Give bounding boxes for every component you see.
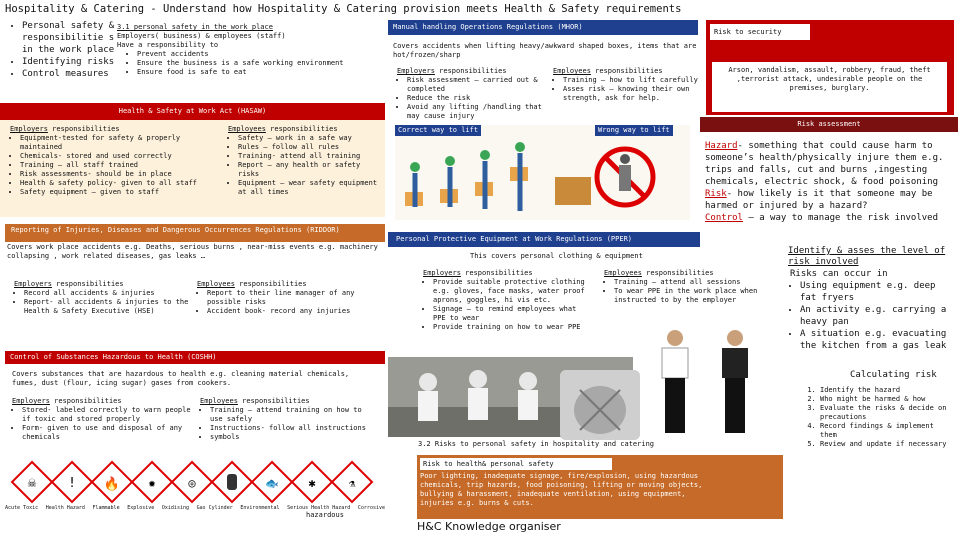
hazard-symbol-serious-health	[292, 462, 332, 502]
hazard-symbol-explosive	[132, 462, 172, 502]
ppe-employer-head: Employers	[423, 269, 461, 277]
hasaw-employers	[10, 125, 210, 197]
personal-safety-section	[117, 23, 382, 77]
calculating-step: 5. Review and update if necessary	[820, 440, 950, 449]
ppe-employers	[423, 269, 593, 332]
risks-occur-heading: Risks can occur in	[790, 269, 888, 279]
svg-text:☠: ☠	[27, 475, 37, 491]
riddor-employer-rest: responsibilities	[51, 280, 124, 288]
mhor-desc: Covers accidents when lifting heavy/awkward shaped boxes, items that are hot/frozen/sharp	[393, 42, 697, 59]
hasaw-bar: Health & Safety at Work Act (HASAW)	[0, 103, 385, 120]
hasaw-employer-rest: responsibilities	[47, 125, 120, 133]
hasaw-employer-item: • Safety equipment – given to staff	[20, 188, 210, 197]
symbol-label: Environmental	[240, 505, 280, 511]
svg-text:!: !	[68, 476, 76, 491]
risks-health-text: Poor lighting, inadequate signage, fire/explosion, using hazardous chemicals, trip hazards, food poisoning, lifting or moving objects, bullying & harassment, inadequate ventilation, using equipment, injuries e.g. burns & cuts.	[420, 472, 703, 507]
ppe-employer-item: • Provide training on how to wear PPE	[433, 323, 593, 332]
symbol-label: Corrosive	[357, 505, 385, 511]
hasaw-employee-item: • Safety – work in a safe way	[238, 134, 378, 143]
risk-definition	[705, 188, 955, 212]
calculating-step: 3. Evaluate the risks & decide on precautions	[820, 404, 950, 422]
riddor-employers	[14, 280, 194, 316]
ppe-employee-item: • To wear PPE in the work place when instructed to by the employer	[614, 287, 774, 305]
svg-text:🐟: 🐟	[265, 477, 279, 490]
personal-safety-heading: 3.1 personal safety in the work place	[117, 23, 273, 31]
risks-occur-item: • Using equipment e.g. deep fat fryers	[800, 280, 955, 304]
coshh-employee-item: • symbols	[210, 433, 375, 442]
security-text: Arson, vandalism, assault, robbery, fraud, theft ,terrorist attack, undesirable people on the premises, burglary.	[712, 62, 947, 112]
hasaw-employee-head: Employees	[228, 125, 266, 133]
risk-text: - how likely is it that someone may be harmed or injured by a hazard?	[705, 189, 933, 211]
calculating-heading: Calculating risk	[850, 370, 937, 380]
risk-assessment-bar: Risk assessment	[700, 117, 958, 132]
riddor-employee-item: • Report to their line manager of any possible risks	[207, 289, 367, 307]
hasaw-employee-item: • Rules – follow all rules	[238, 143, 378, 152]
hasaw-employer-head: Employers	[10, 125, 48, 133]
hasaw-employee-rest: responsibilities	[265, 125, 338, 133]
waiters-photo	[640, 320, 770, 440]
ppe-employee-rest: responsibilities	[641, 269, 714, 277]
personal-safety-bullet: • Prevent accidents	[137, 50, 382, 59]
risks-heading: 3.2 Risks to personal safety in hospitality and catering	[418, 440, 655, 448]
personal-safety-line: Employers( business) & employees (staff)	[117, 32, 286, 40]
hazard-word: Hazard	[705, 141, 738, 151]
riddor-employee-head: Employees	[197, 280, 235, 288]
ppe-bar: Personal Protective Equipment at Work Regulations (PPER)	[388, 232, 700, 247]
riddor-employee-item: • Accident book- record any injuries	[207, 307, 367, 316]
wrong-lift-label: Wrong way to lift	[595, 125, 673, 136]
page-title: Hospitality & Catering - Understand how Hospitality & Catering provision meets Health & Safety requirements	[5, 3, 682, 15]
symbol-label: Explosive	[127, 505, 155, 511]
riddor-employees	[197, 280, 367, 316]
ppe-employees	[604, 269, 774, 305]
mhor-employee-item: • Asses risk – knowing their own strength, ask for help.	[563, 85, 698, 103]
ppe-employee-head: Employees	[604, 269, 642, 277]
mhor-employer-rest: responsibilities	[434, 67, 507, 75]
hasaw-employee-item: • Report – any health or safety risks	[238, 161, 378, 179]
mhor-employee-head: Employees	[553, 67, 591, 75]
coshh-employee-item: • Training – attend training on how to use safely	[210, 406, 375, 424]
personal-safety-bullet: • Ensure food is safe to eat	[137, 68, 382, 77]
symbol-label: Oxidising	[161, 505, 189, 511]
riddor-employee-rest: responsibilities	[234, 280, 307, 288]
hasaw-employee-item: • Training- attend all training	[238, 152, 378, 161]
calculating-step: 1. Identify the hazard	[820, 386, 950, 395]
coshh-employer-item: • Stored- labeled correctly to warn people if toxic and stored properly	[22, 406, 192, 424]
symbol-label: Acute Toxic	[5, 505, 39, 511]
ppe-employer-item: • Signage – to remind employees what PPE to wear	[433, 305, 593, 323]
control-word: Control	[705, 213, 743, 223]
svg-text:✱: ✱	[308, 476, 316, 490]
coshh-employers	[12, 397, 192, 442]
hazard-symbol-acute-toxic	[12, 462, 52, 502]
hazard-symbol-environment	[252, 462, 292, 502]
hazardous-caption: hazardous	[306, 511, 344, 519]
coshh-bar: Control of Substances Hazardous to Health (COSHH)	[5, 351, 385, 364]
ppe-employee-item: • Training – attend all sessions	[614, 278, 774, 287]
hazard-text: - something that could cause harm to someone’s health/physically injure them e.g. trips and falls, cut and burns ,ingesting chemicals, electric shock, & food poisoning	[705, 141, 944, 187]
hasaw-employees	[228, 125, 378, 197]
correct-lift-label: Correct way to lift	[395, 125, 481, 136]
hasaw-employee-item: • Equipment – wear safety equipment at all times	[238, 179, 378, 197]
chainmail-glove-photo	[560, 370, 640, 440]
control-definition	[705, 212, 955, 224]
svg-text:◎: ◎	[188, 476, 196, 490]
riddor-employer-head: Employers	[14, 280, 52, 288]
coshh-employee-item: • Instructions- follow all instructions	[210, 424, 375, 433]
control-text: – a way to manage the risk involved	[742, 213, 939, 223]
hazard-symbol-oxidising	[172, 462, 212, 502]
ppe-desc: This covers personal clothing & equipment	[470, 252, 643, 260]
hazard-definition	[705, 140, 955, 188]
riddor-employer-item: • Record all accidents & injuries	[24, 289, 194, 298]
risk-assessment-text	[705, 140, 955, 224]
coshh-employees	[200, 397, 375, 442]
mhor-employees	[553, 67, 698, 103]
hazard-symbol-flammable	[92, 462, 132, 502]
svg-text:🔥: 🔥	[103, 477, 121, 492]
risks-occur-item: • An activity e.g. carrying a heavy pan	[800, 304, 955, 328]
bullet-identifying-risks: • Identifying risks	[22, 56, 118, 68]
svg-text:⚗: ⚗	[348, 477, 356, 490]
risks-occur-item: • A situation e.g. evacuating the kitchen from a gas leak	[800, 328, 955, 352]
symbol-label: Gas Cylinder	[196, 505, 233, 511]
riddor-desc: Covers work place accidents e.g. Deaths, serious burns , near-miss events e.g. machinery collapsing , work related diseases, gas leaks …	[7, 243, 378, 260]
mhor-employer-item: • Risk assessment – carried out & completed	[407, 76, 542, 94]
coshh-employer-rest: responsibilities	[49, 397, 122, 405]
identify-assess-text: Identify & asses the level of risk involved	[788, 246, 946, 267]
personal-safety-bullet: • Ensure the business is a safe working environment	[137, 59, 382, 68]
calculating-step: 2. Who might be harmed & how	[820, 395, 950, 404]
lifting-illustration	[395, 125, 690, 220]
coshh-employer-head: Employers	[12, 397, 50, 405]
box-shape	[555, 177, 591, 205]
bullet-control-measures: • Control measures	[22, 68, 118, 80]
symbol-label: Health Hazard	[45, 505, 85, 511]
mhor-employer-item: • Avoid any lifting /handling that may cause injury	[407, 103, 542, 121]
risks-health-bar: Risk to health& personal safety	[420, 458, 612, 470]
hazard-symbol-gas	[212, 462, 252, 502]
hasaw-employer-item: • Risk assessments- should be in place	[20, 170, 210, 179]
risk-word: Risk	[705, 189, 727, 199]
hasaw-employer-item: • Chemicals- stored and used correctly	[20, 152, 210, 161]
glove-svg	[560, 370, 640, 440]
mhor-employer-item: • Reduce the risk	[407, 94, 542, 103]
hazard-symbol-corrosive	[332, 462, 372, 502]
calculating-steps	[802, 386, 950, 449]
left-bullets	[10, 20, 118, 80]
risks-occur	[790, 268, 955, 352]
ppe-employer-rest: responsibilities	[460, 269, 533, 277]
mhor-employee-item: • Training – how to lift carefully	[563, 76, 698, 85]
bullet-personal-safety: • Personal safety & responsibilitie s in the work place	[22, 20, 118, 56]
coshh-employee-rest: responsibilities	[237, 397, 310, 405]
footer-title: H&C Knowledge organiser	[417, 520, 561, 533]
security-bar: Risk to security	[710, 24, 810, 40]
mhor-employee-rest: responsibilities	[590, 67, 663, 75]
symbol-label: Serious Health Hazard	[287, 505, 351, 511]
hasaw-employer-item: • Health & safety policy- given to all staff	[20, 179, 210, 188]
coshh-employee-head: Employees	[200, 397, 238, 405]
personal-safety-line: Have a responsibility to	[117, 41, 219, 49]
hasaw-employer-item: • Equipment-tested for safety & properly maintained	[20, 134, 210, 152]
ppe-employer-item: • Provide suitable protective clothing e.g. gloves, face masks, water proof aprons, goggles, hi vis etc.	[433, 278, 593, 305]
hazard-symbol-health	[52, 462, 92, 502]
riddor-bar: Reporting of Injuries, Diseases and Dangerous Occurrences Regulations (RIDDOR)	[5, 224, 385, 242]
hasaw-employer-item: • Training – all staff trained	[20, 161, 210, 170]
lifting-figures	[395, 137, 690, 220]
waiters-svg	[640, 320, 770, 440]
mhor-employers	[397, 67, 542, 121]
svg-text:✹: ✹	[148, 476, 156, 490]
mhor-employer-head: Employers	[397, 67, 435, 75]
symbol-label: Flammable	[92, 505, 120, 511]
riddor-employer-item: • Report- all accidents & injuries to the Health & Safety Executive (HSE)	[24, 298, 194, 316]
calculating-step: 4. Record findings & implement them	[820, 422, 950, 440]
coshh-employer-item: • Form- given to use and disposal of any chemicals	[22, 424, 192, 442]
mhor-bar: Manual handling Operations Regulations (MHOR)	[388, 20, 698, 35]
coshh-desc: Covers substances that are hazardous to health e.g. cleaning material chemicals, fumes, dust (flour, icing sugar) gases from cookers.	[12, 370, 350, 387]
